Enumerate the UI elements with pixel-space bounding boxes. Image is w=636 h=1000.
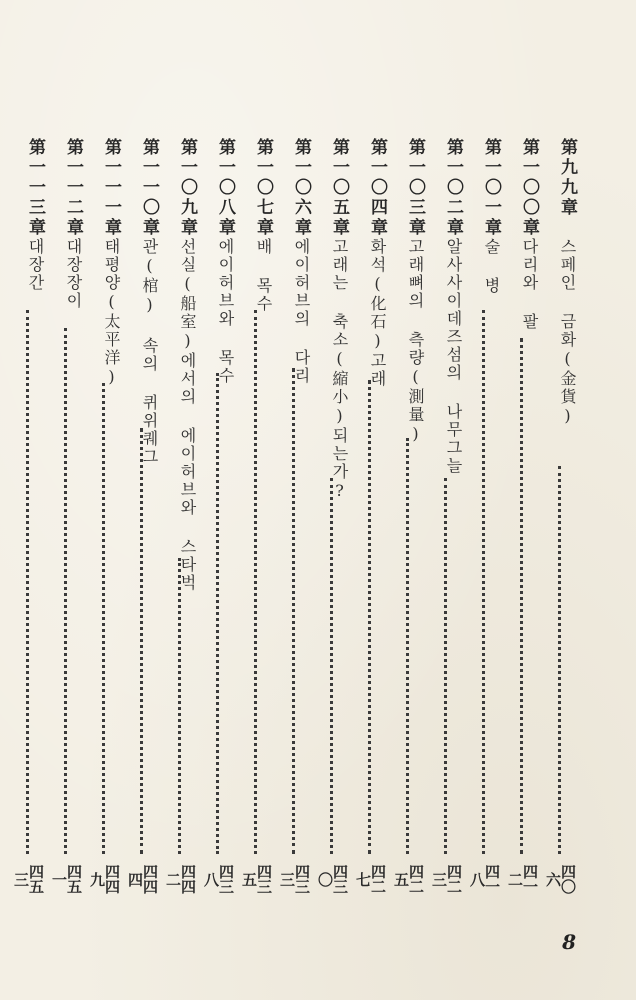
chapter-number: 第一〇〇章 [519,138,539,238]
chapter-number: 第一〇八章 [215,138,235,238]
toc-entry [165,138,195,898]
chapter-title: 화석(化石)고래 [368,238,387,388]
chapter-title: 태평양(太平洋) [102,238,121,388]
dot-leader [558,466,565,854]
chapter-number: 第九九章 [557,138,577,218]
chapter-title: 다리와 팔 [520,238,539,331]
dot-leader [26,310,33,854]
chapter-title: 대장간 [26,238,45,292]
chapter-number: 第一〇一章 [481,138,501,238]
chapter-title: 술 병 [482,238,501,295]
page-reference: 四二三 [430,864,463,894]
dot-leader [140,428,147,854]
toc-entry [507,138,537,898]
page-number: 8 [562,930,576,954]
dot-leader [482,310,489,854]
page-reference: 四二七 [354,864,387,894]
toc-entry [241,138,271,898]
toc-entry [89,138,119,898]
chapter-number: 第一〇九章 [177,138,197,238]
page-reference: 四二五 [392,864,425,894]
dot-leader [64,328,71,854]
page-reference: 四四二 [164,864,197,894]
chapter-number: 第一一三章 [25,138,45,238]
page-reference: 四四四 [126,864,159,894]
dot-leader [178,558,185,854]
chapter-number: 第一一二章 [63,138,83,238]
chapter-number: 第一〇二章 [443,138,463,238]
chapter-title: 고래는 축소(縮小)되는가? [330,238,349,502]
dot-leader [254,310,261,854]
page-reference: 四〇六 [544,864,577,894]
dot-leader [444,478,451,854]
toc-entry [355,138,385,898]
chapter-title: 배 목수 [254,238,273,313]
chapter-title: 대장장이 [64,238,83,310]
chapter-number: 第一〇六章 [291,138,311,238]
chapter-title: 고래뼈의 측량(測量) [406,238,425,445]
page-reference: 四五一 [50,864,83,894]
dot-leader [406,438,413,854]
toc-entry [545,138,575,898]
page-reference: 四三三 [278,864,311,894]
toc-entry [13,138,43,898]
toc-entry [127,138,157,898]
chapter-title: 관(棺) 속의 퀴위퀘그 [140,238,159,466]
dot-leader [520,338,527,854]
toc-entry [317,138,347,898]
chapter-number: 第一一〇章 [139,138,159,238]
dot-leader [102,383,109,854]
chapter-title: 에이허브의 다리 [292,238,311,385]
chapter-title: 에이허브와 목수 [216,238,235,385]
dot-leader [368,380,375,854]
page-reference: 四三〇 [316,864,349,894]
page-reference: 四四九 [88,864,121,894]
chapter-number: 第一〇七章 [253,138,273,238]
page-reference: 四三八 [202,864,235,894]
chapter-title: 선실(船室)에서의 에이허브와 스타벅 [178,238,197,592]
toc-entry [51,138,81,898]
chapter-number: 第一〇三章 [405,138,425,238]
chapter-number: 第一〇五章 [329,138,349,238]
dot-leader [330,478,337,854]
toc-entry [279,138,309,898]
toc-entry [431,138,461,898]
dot-leader [292,368,299,854]
dot-leader [216,373,223,854]
toc-entry [393,138,423,898]
page-reference: 四一二 [506,864,539,894]
chapter-number: 第一〇四章 [367,138,387,238]
chapter-number: 第一一一章 [101,138,121,238]
chapter-title: 알사사이데즈섬의 나무그늘 [444,238,463,475]
page-reference: 四五三 [12,864,45,894]
page-reference: 四一八 [468,864,501,894]
chapter-title: 스페인 금화(金貨) [558,238,577,427]
toc-entry [469,138,499,898]
page-reference: 四三五 [240,864,273,894]
toc-entry [203,138,233,898]
